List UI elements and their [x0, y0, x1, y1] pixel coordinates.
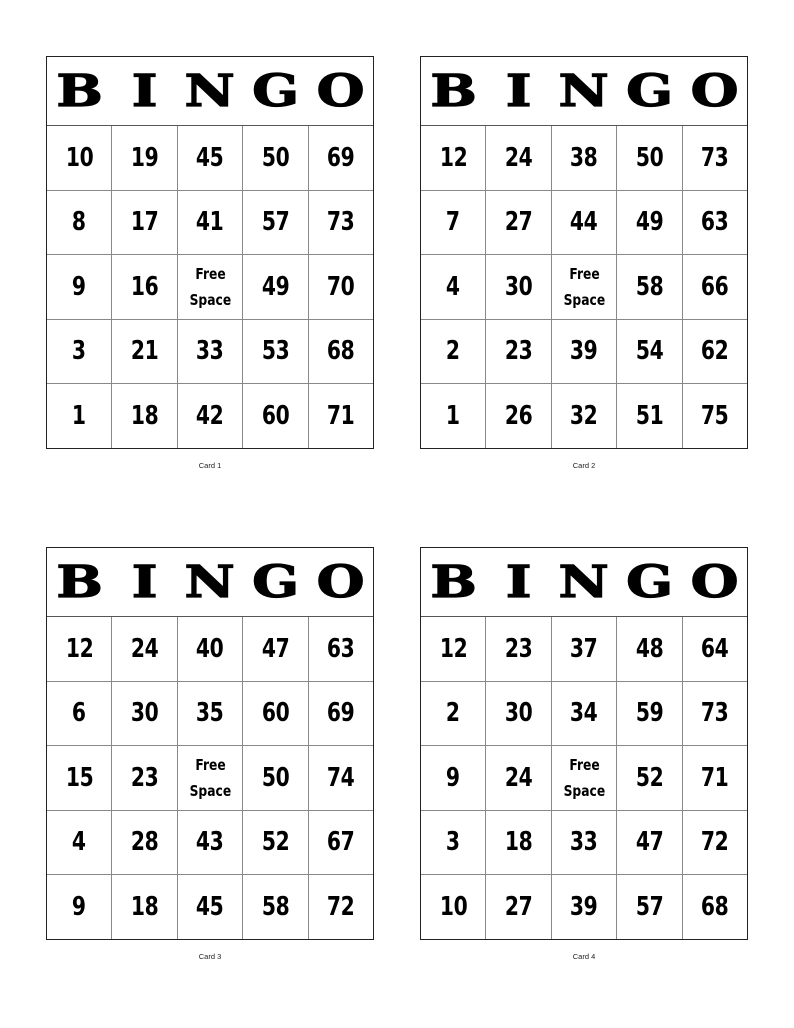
bingo-number: 19	[130, 142, 159, 173]
bingo-number: 64	[701, 633, 729, 664]
bingo-number-cell	[682, 617, 747, 681]
bingo-number: 75	[701, 400, 729, 431]
bingo-number: 73	[327, 207, 355, 238]
header-letter: B	[56, 556, 103, 608]
bingo-number-cell	[682, 682, 747, 746]
bingo-number: 4	[446, 271, 461, 302]
bingo-number: 58	[261, 891, 290, 922]
bingo-number: 35	[196, 698, 224, 729]
bingo-row	[421, 254, 747, 319]
free-space-line1: Free	[194, 264, 226, 283]
bingo-number-cell	[485, 617, 550, 681]
bingo-number: 15	[65, 762, 93, 793]
header-letter: G	[251, 65, 299, 117]
bingo-header	[421, 57, 747, 126]
card-caption: Card 1	[198, 460, 222, 470]
bingo-row	[421, 810, 747, 875]
bingo-number-cell	[682, 255, 747, 319]
bingo-number-cell	[111, 811, 176, 875]
bingo-number: 2	[446, 336, 461, 367]
bingo-number-cell	[616, 126, 681, 190]
bingo-number: 1	[72, 400, 87, 431]
bingo-number-cell	[308, 811, 373, 875]
bingo-number-cell	[111, 746, 176, 810]
bingo-number: 68	[701, 891, 729, 922]
bingo-number-cell	[47, 191, 111, 255]
bingo-number: 45	[196, 142, 224, 173]
bingo-number-cell	[242, 320, 307, 384]
bingo-number-cell	[177, 875, 242, 939]
bingo-number: 50	[261, 762, 290, 793]
bingo-number: 53	[261, 336, 290, 367]
bingo-row	[421, 874, 747, 939]
bingo-grid	[420, 547, 748, 940]
bingo-header	[47, 548, 373, 617]
bingo-number: 18	[504, 827, 533, 858]
bingo-number: 2	[446, 698, 461, 729]
header-letter: I	[505, 65, 532, 117]
bingo-number-cell	[485, 682, 550, 746]
bingo-number-cell	[177, 682, 242, 746]
free-space-cell	[177, 255, 242, 319]
bingo-card-1	[46, 56, 374, 470]
header-letter: B	[56, 65, 103, 117]
bingo-number: 32	[570, 400, 598, 431]
bingo-number-cell	[421, 191, 485, 255]
bingo-number-cell	[111, 320, 176, 384]
bingo-grid	[420, 56, 748, 449]
bingo-row	[47, 319, 373, 384]
bingo-number-cell	[682, 746, 747, 810]
bingo-number: 39	[570, 891, 598, 922]
bingo-number-cell	[308, 320, 373, 384]
bingo-number-cell	[551, 682, 616, 746]
bingo-card-4	[420, 547, 748, 961]
bingo-number: 72	[701, 827, 729, 858]
bingo-number: 67	[327, 827, 355, 858]
bingo-number: 68	[327, 336, 355, 367]
bingo-number-cell	[111, 617, 176, 681]
bingo-row	[47, 874, 373, 939]
header-letter: O	[316, 556, 365, 608]
bingo-number: 54	[635, 336, 664, 367]
bingo-number-cell	[421, 682, 485, 746]
bingo-row	[47, 617, 373, 681]
bingo-number-cell	[551, 384, 616, 448]
bingo-number: 49	[261, 271, 290, 302]
bingo-number: 44	[570, 207, 598, 238]
header-letter: N	[184, 65, 236, 117]
header-letter: I	[505, 556, 532, 608]
bingo-row	[47, 681, 373, 746]
bingo-number: 41	[196, 207, 224, 238]
bingo-number: 33	[196, 336, 224, 367]
bingo-number: 50	[261, 142, 290, 173]
bingo-number-cell	[421, 746, 485, 810]
bingo-number-cell	[551, 617, 616, 681]
bingo-number: 48	[635, 633, 664, 664]
bingo-number: 37	[570, 633, 598, 664]
bingo-number: 58	[635, 271, 664, 302]
bingo-number: 45	[196, 891, 224, 922]
bingo-number: 69	[327, 142, 355, 173]
bingo-number-cell	[616, 682, 681, 746]
bingo-number: 23	[130, 762, 159, 793]
header-letter: B	[430, 65, 477, 117]
bingo-number-cell	[308, 255, 373, 319]
bingo-number-cell	[47, 811, 111, 875]
bingo-number: 71	[327, 400, 355, 431]
bingo-number: 49	[635, 207, 664, 238]
bingo-number-cell	[111, 875, 176, 939]
free-space-line2: Space	[563, 290, 605, 309]
bingo-number: 4	[72, 827, 87, 858]
bingo-number: 10	[439, 891, 467, 922]
bingo-number-cell	[177, 617, 242, 681]
bingo-number-cell	[177, 811, 242, 875]
bingo-number: 50	[635, 142, 664, 173]
bingo-number-cell	[111, 682, 176, 746]
bingo-number: 12	[65, 633, 93, 664]
card-caption: Card 4	[572, 951, 596, 961]
bingo-number-cell	[682, 384, 747, 448]
bingo-number-cell	[177, 384, 242, 448]
bingo-number: 24	[504, 762, 533, 793]
bingo-number-cell	[551, 320, 616, 384]
bingo-number-cell	[421, 320, 485, 384]
bingo-number-cell	[111, 126, 176, 190]
bingo-number: 17	[130, 207, 159, 238]
free-space-line1: Free	[568, 264, 600, 283]
bingo-number-cell	[242, 126, 307, 190]
bingo-number: 16	[130, 271, 159, 302]
bingo-row	[47, 254, 373, 319]
header-letter: B	[430, 556, 477, 608]
bingo-row	[47, 383, 373, 448]
bingo-number-cell	[421, 255, 485, 319]
bingo-number-cell	[47, 384, 111, 448]
bingo-number-cell	[616, 191, 681, 255]
bingo-number: 60	[261, 698, 290, 729]
bingo-number: 72	[327, 891, 355, 922]
bingo-number: 12	[439, 633, 467, 664]
bingo-number: 24	[130, 633, 159, 664]
header-letter: G	[625, 556, 673, 608]
bingo-number: 9	[72, 891, 87, 922]
bingo-grid	[46, 56, 374, 449]
bingo-number: 38	[570, 142, 598, 173]
bingo-number-cell	[551, 126, 616, 190]
bingo-number: 47	[261, 633, 290, 664]
bingo-number-cell	[485, 746, 550, 810]
header-letter: G	[625, 65, 673, 117]
bingo-row	[421, 617, 747, 681]
bingo-row	[47, 745, 373, 810]
bingo-number: 52	[635, 762, 664, 793]
bingo-number-cell	[421, 126, 485, 190]
free-space-line1: Free	[568, 755, 600, 774]
bingo-number-cell	[111, 191, 176, 255]
bingo-number: 30	[130, 698, 159, 729]
bingo-number-cell	[616, 875, 681, 939]
bingo-number: 47	[635, 827, 664, 858]
bingo-number: 27	[504, 891, 533, 922]
header-letter: I	[131, 556, 158, 608]
bingo-number-cell	[551, 811, 616, 875]
free-space-line1: Free	[194, 755, 226, 774]
free-space-cell	[177, 746, 242, 810]
bingo-number-cell	[485, 320, 550, 384]
bingo-number: 9	[72, 271, 87, 302]
bingo-number-cell	[47, 126, 111, 190]
card-caption: Card 2	[572, 460, 596, 470]
bingo-number-cell	[308, 682, 373, 746]
bingo-number: 39	[570, 336, 598, 367]
bingo-number-cell	[682, 191, 747, 255]
header-letter: O	[690, 556, 739, 608]
bingo-number-cell	[551, 191, 616, 255]
bingo-number-cell	[616, 811, 681, 875]
card-caption: Card 3	[198, 951, 222, 961]
bingo-number-cell	[682, 320, 747, 384]
bingo-number: 21	[130, 336, 159, 367]
bingo-row	[421, 319, 747, 384]
bingo-row	[47, 810, 373, 875]
header-letter: O	[316, 65, 365, 117]
bingo-number-cell	[111, 255, 176, 319]
bingo-number: 27	[504, 207, 533, 238]
bingo-number-cell	[308, 875, 373, 939]
bingo-number-cell	[242, 255, 307, 319]
bingo-number: 3	[72, 336, 87, 367]
bingo-row	[421, 126, 747, 190]
bingo-number-cell	[682, 811, 747, 875]
bingo-number-cell	[242, 191, 307, 255]
bingo-number-cell	[47, 617, 111, 681]
bingo-number: 30	[504, 698, 533, 729]
bingo-number-cell	[682, 126, 747, 190]
bingo-number-cell	[485, 255, 550, 319]
bingo-number: 60	[261, 400, 290, 431]
header-letter: O	[690, 65, 739, 117]
bingo-number-cell	[177, 320, 242, 384]
bingo-number: 59	[635, 698, 664, 729]
bingo-number-cell	[111, 384, 176, 448]
free-space-line2: Space	[563, 781, 605, 800]
bingo-number-cell	[485, 384, 550, 448]
bingo-number-cell	[308, 617, 373, 681]
bingo-number-cell	[308, 384, 373, 448]
bingo-row	[47, 126, 373, 190]
bingo-number: 43	[196, 827, 224, 858]
bingo-number: 42	[196, 400, 224, 431]
bingo-row	[47, 190, 373, 255]
bingo-number: 23	[504, 336, 533, 367]
bingo-number: 12	[439, 142, 467, 173]
bingo-number: 73	[701, 698, 729, 729]
bingo-number-cell	[682, 875, 747, 939]
bingo-number-cell	[421, 617, 485, 681]
bingo-number-cell	[421, 811, 485, 875]
bingo-number-cell	[242, 617, 307, 681]
bingo-number-cell	[242, 875, 307, 939]
bingo-number: 40	[196, 633, 224, 664]
bingo-number: 51	[635, 400, 664, 431]
free-space-cell	[551, 255, 616, 319]
bingo-number-cell	[485, 191, 550, 255]
free-space-cell	[551, 746, 616, 810]
bingo-number-cell	[242, 811, 307, 875]
bingo-number: 69	[327, 698, 355, 729]
bingo-number-cell	[421, 875, 485, 939]
bingo-number: 34	[570, 698, 598, 729]
bingo-row	[421, 383, 747, 448]
bingo-number-cell	[47, 320, 111, 384]
bingo-number-cell	[616, 384, 681, 448]
header-letter: I	[131, 65, 158, 117]
bingo-number-cell	[616, 746, 681, 810]
bingo-number-cell	[551, 875, 616, 939]
bingo-number-cell	[177, 191, 242, 255]
header-letter: G	[251, 556, 299, 608]
bingo-row	[421, 745, 747, 810]
bingo-number-cell	[308, 126, 373, 190]
bingo-number: 73	[701, 142, 729, 173]
bingo-number: 26	[504, 400, 533, 431]
bingo-number-cell	[485, 126, 550, 190]
bingo-row	[421, 190, 747, 255]
bingo-number: 8	[72, 207, 87, 238]
bingo-number-cell	[485, 875, 550, 939]
bingo-number-cell	[421, 384, 485, 448]
header-letter: N	[558, 556, 610, 608]
bingo-number-cell	[47, 255, 111, 319]
bingo-number: 18	[130, 400, 159, 431]
bingo-card-3	[46, 547, 374, 961]
bingo-number-cell	[47, 682, 111, 746]
bingo-number-cell	[616, 617, 681, 681]
bingo-number-cell	[242, 682, 307, 746]
bingo-number: 71	[701, 762, 729, 793]
bingo-number: 66	[701, 271, 729, 302]
bingo-number: 63	[327, 633, 355, 664]
bingo-number: 33	[570, 827, 598, 858]
bingo-number: 30	[504, 271, 533, 302]
bingo-number-cell	[47, 875, 111, 939]
bingo-number: 57	[635, 891, 664, 922]
bingo-number-cell	[308, 191, 373, 255]
bingo-number: 62	[701, 336, 729, 367]
bingo-row	[421, 681, 747, 746]
bingo-number-cell	[177, 126, 242, 190]
header-letter: N	[558, 65, 610, 117]
bingo-header	[47, 57, 373, 126]
bingo-header	[421, 548, 747, 617]
bingo-number: 24	[504, 142, 533, 173]
bingo-number: 1	[446, 400, 461, 431]
free-space-line2: Space	[189, 290, 231, 309]
bingo-number: 10	[65, 142, 93, 173]
bingo-number-cell	[308, 746, 373, 810]
bingo-number: 63	[701, 207, 729, 238]
bingo-number: 9	[446, 762, 461, 793]
bingo-card-2	[420, 56, 748, 470]
bingo-number: 3	[446, 827, 461, 858]
bingo-number-cell	[485, 811, 550, 875]
free-space-line2: Space	[189, 781, 231, 800]
bingo-number: 52	[261, 827, 290, 858]
bingo-number: 70	[327, 271, 355, 302]
bingo-number-cell	[242, 384, 307, 448]
bingo-number-cell	[47, 746, 111, 810]
bingo-number: 57	[261, 207, 290, 238]
header-letter: N	[184, 556, 236, 608]
bingo-grid	[46, 547, 374, 940]
bingo-number-cell	[242, 746, 307, 810]
bingo-number: 74	[327, 762, 355, 793]
bingo-number-cell	[616, 255, 681, 319]
bingo-number: 23	[504, 633, 533, 664]
bingo-number: 18	[130, 891, 159, 922]
bingo-number: 6	[72, 698, 87, 729]
bingo-number-cell	[616, 320, 681, 384]
bingo-number: 7	[446, 207, 461, 238]
bingo-number: 28	[130, 827, 159, 858]
